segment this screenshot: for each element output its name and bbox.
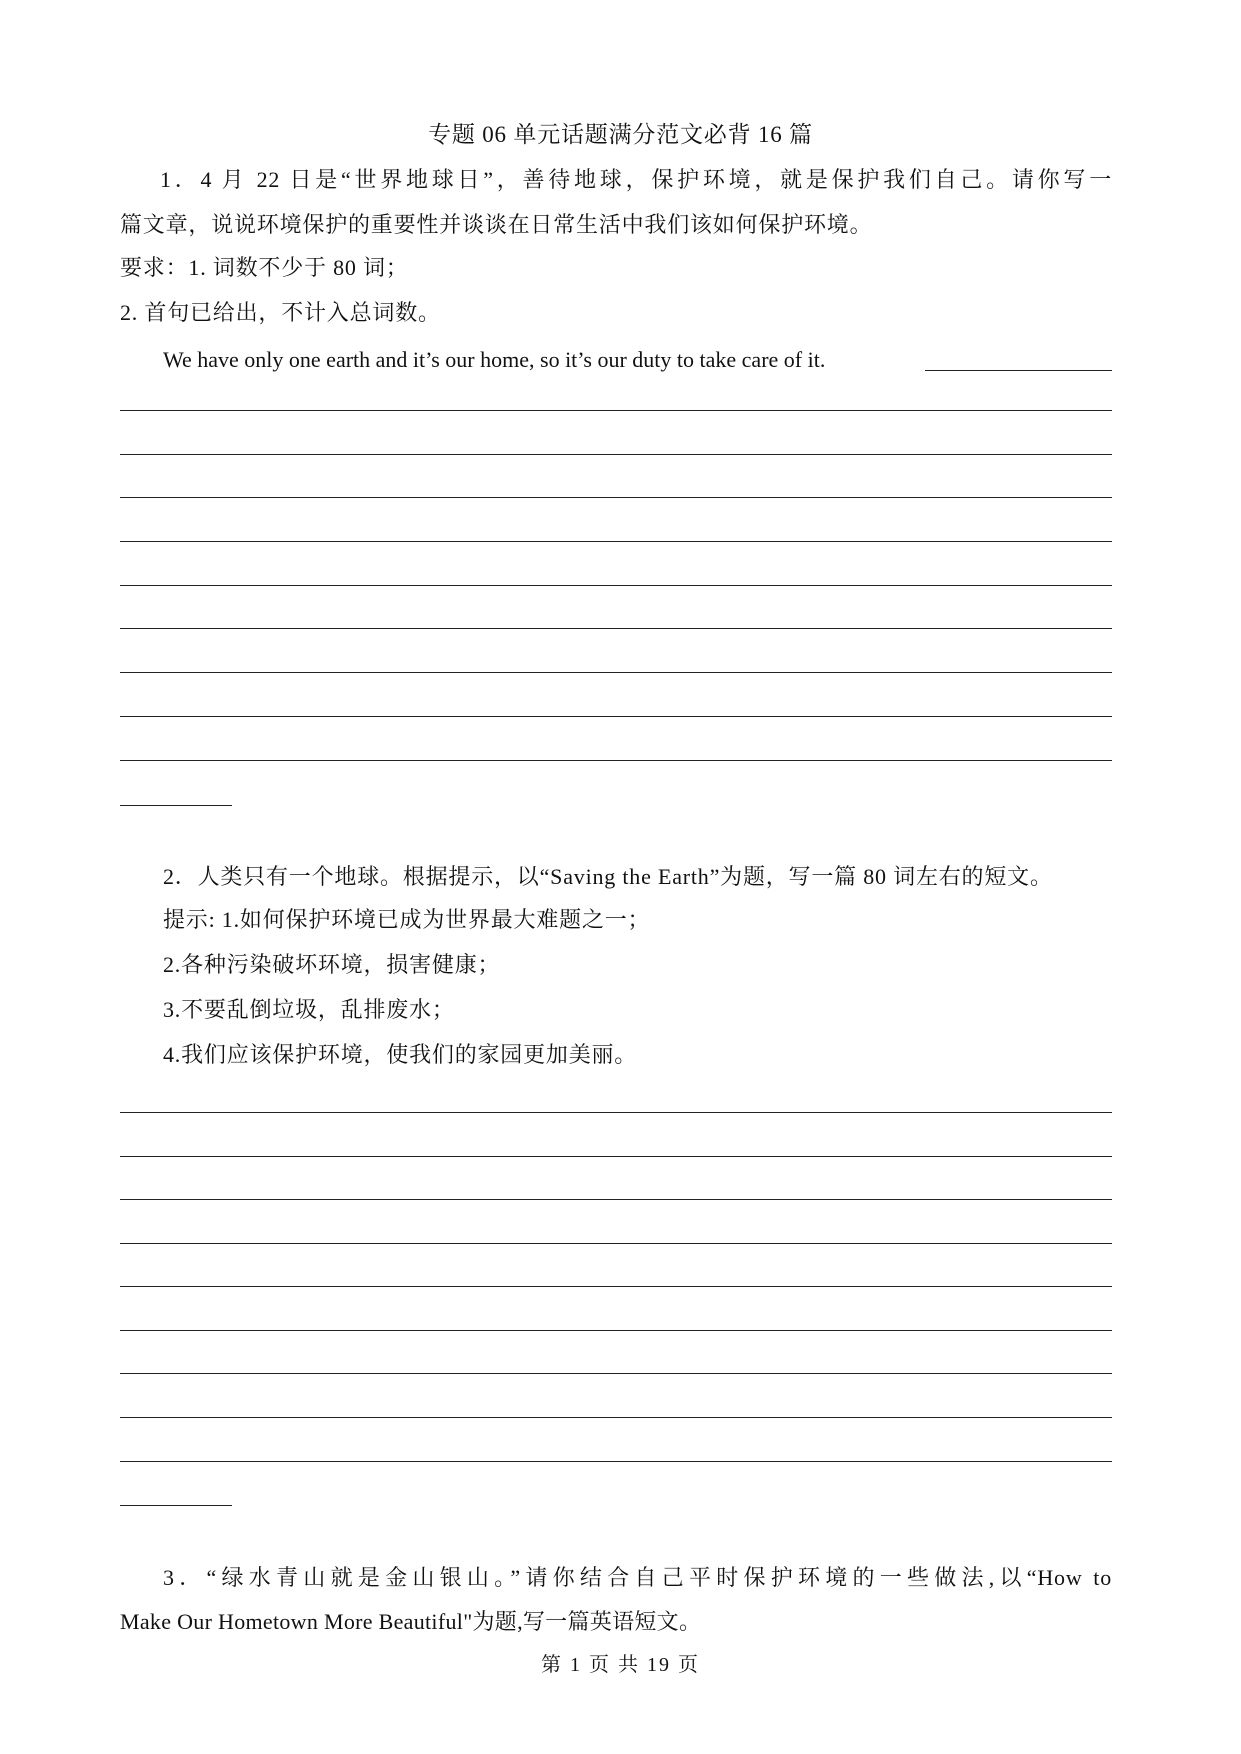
answer-line [120,1373,1112,1374]
question-2-prompt: 2．人类只有一个地球。根据提示，以“Saving the Earth”为题，写一篇 80 词左右的短文。 [163,864,1053,889]
page-title: 专题 06 单元话题满分范文必背 16 篇 [428,122,813,147]
question-1-opening-sentence: We have only one earth and it’s our home, so it’s our duty to take care of it. [163,347,826,372]
answer-line [120,1461,1112,1462]
question-3-prompt-line-1: 3．“绿水青山就是金山银山。”请你结合自己平时保护环境的一些做法,以“How to [163,1565,1112,1590]
answer-line-short [120,805,232,806]
answer-line [120,1417,1112,1418]
answer-line [120,716,1112,717]
answer-line [120,410,1112,411]
question-1-prompt-line-1: 1．4 月 22 日是“世界地球日”，善待地球，保护环境，就是保护我们自己。请你写一 [160,167,1112,192]
answer-line [120,1156,1112,1157]
question-1-requirement-2: 2. 首句已给出，不计入总词数。 [120,300,441,325]
answer-line [120,1112,1112,1113]
question-2-hint-2: 2.各种污染破坏环境，损害健康； [163,952,501,977]
answer-line [120,585,1112,586]
answer-line [120,628,1112,629]
opening-sentence-blank [925,370,1112,371]
answer-line [120,1243,1112,1244]
question-1-requirement-1: 要求：1. 词数不少于 80 词； [120,255,409,280]
answer-line-short [120,1505,232,1506]
answer-line [120,497,1112,498]
question-2-hint-1: 提示: 1.如何保护环境已成为世界最大难题之一； [163,907,651,932]
answer-line [120,454,1112,455]
page-number: 第 1 页 共 19 页 [541,1654,700,1676]
answer-line [120,1286,1112,1287]
answer-line [120,1330,1112,1331]
answer-line [120,760,1112,761]
question-1-prompt-line-2: 篇文章，说说环境保护的重要性并谈谈在日常生活中我们该如何保护环境。 [120,212,873,237]
question-3-prompt-line-2: Make Our Hometown More Beautiful"为题,写一篇英语短文。 [120,1609,702,1634]
answer-line [120,672,1112,673]
question-2-hint-3: 3.不要乱倒垃圾，乱排废水； [163,997,455,1022]
question-2-hint-4: 4.我们应该保护环境，使我们的家园更加美丽。 [163,1042,638,1067]
answer-line [120,541,1112,542]
answer-line [120,1199,1112,1200]
